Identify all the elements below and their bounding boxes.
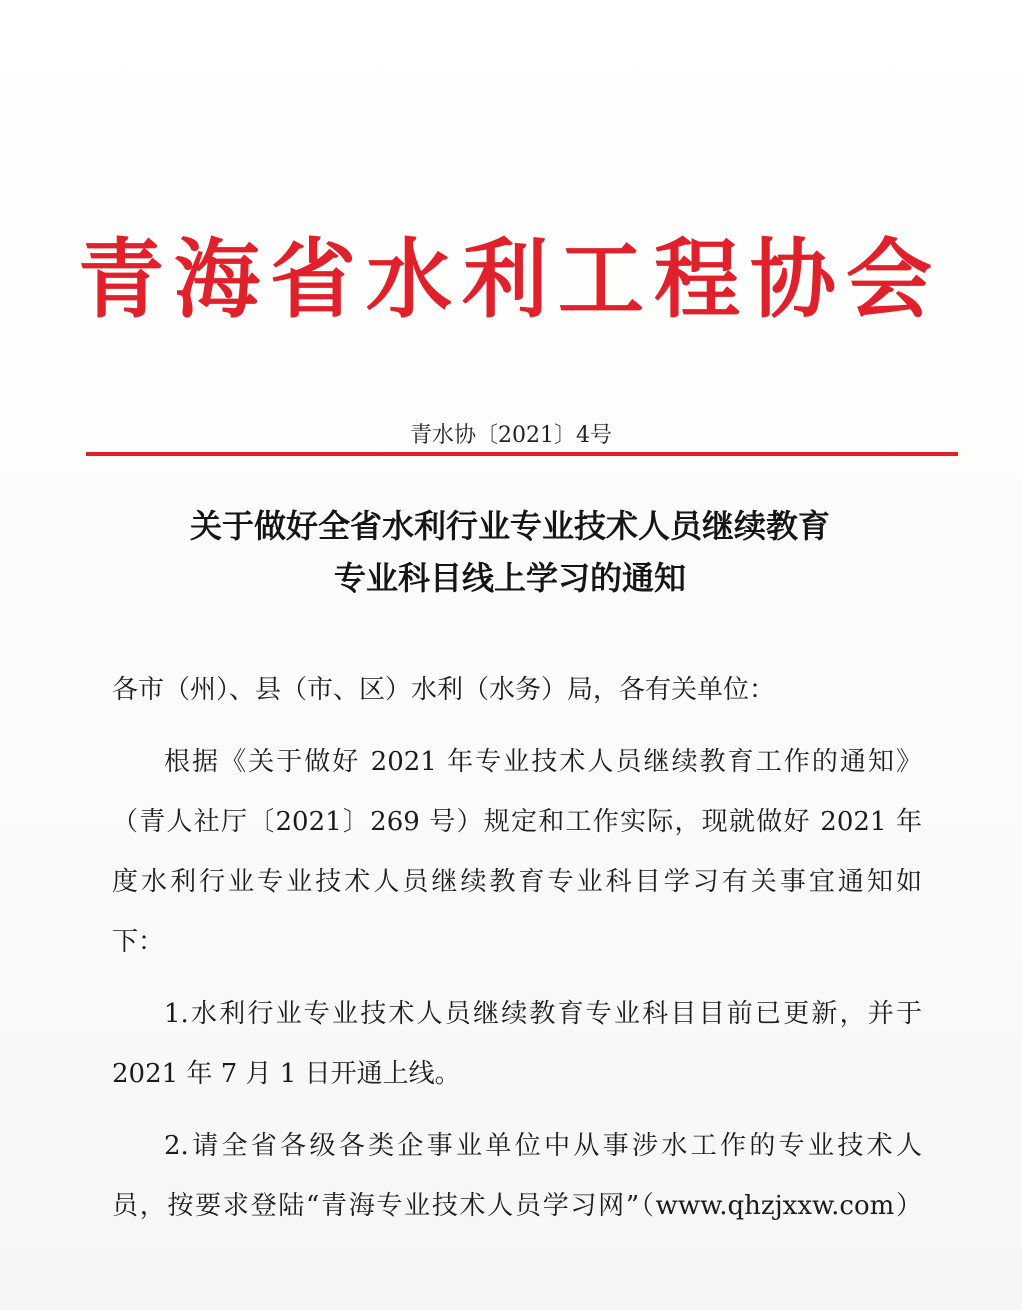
paragraph-2-line-2: 2021 年 7 月 1 日开通上线。 — [112, 1059, 461, 1089]
org-letterhead-title: 青海省水利工程协会 — [78, 230, 942, 330]
notice-title-line-2: 专业科目线上学习的通知 — [333, 559, 686, 597]
paragraph-3-line-1: 2.请全省各级各类企事业单位中从事涉水工作的专业技术人 — [164, 1131, 922, 1161]
notice-title-line-1: 关于做好全省水利行业专业技术人员继续教育 — [189, 507, 830, 545]
paragraph-1-line-2: （青人社厅〔2021〕269 号）规定和工作实际，现就做好 2021 年 — [112, 807, 922, 837]
salutation: 各市（州）、县（市、区）水利（水务）局，各有关单位： — [112, 675, 776, 705]
paragraph-1-line-3: 度水利行业专业技术人员继续教育专业科目学习有关事宜通知如 — [112, 867, 922, 897]
notice-body — [112, 660, 922, 1236]
paragraph-3-line-2: 员，按要求登陆“青海专业技术人员学习网”（www.qhzjxxw.com） — [112, 1191, 922, 1221]
paragraph-1-line-4: 下： — [112, 927, 165, 957]
document-number: 青水协〔2021〕4号 — [410, 423, 612, 448]
paragraph-1-line-1: 根据《关于做好 2021 年专业技术人员继续教育工作的通知》 — [164, 747, 922, 777]
red-divider-line — [86, 452, 958, 456]
notice-title — [60, 500, 960, 604]
paragraph-2-line-1: 1.水利行业专业技术人员继续教育专业科目目前已更新，并于 — [164, 999, 922, 1029]
